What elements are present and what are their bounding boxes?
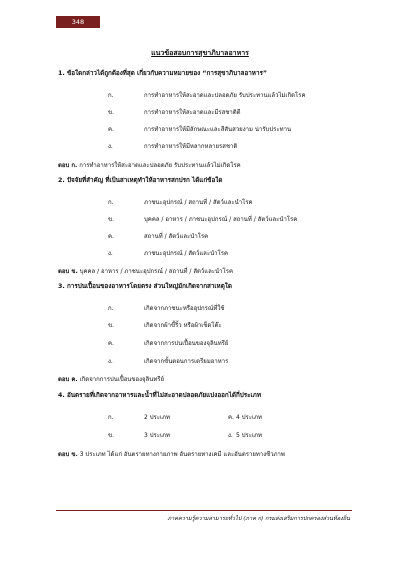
option-text: ภาชนะอุปกรณ์ / สัตว์และนำโรค xyxy=(144,250,229,257)
answer-text: การทำอาหารให้สะอาดและปลอดภัย รับประทานแล้วไม่เกิดโรค xyxy=(77,162,241,169)
question-3: 3. การปนเปื้อนของอาหารโดยตรง ส่วนใหญ่มักเกิดจากสาเหตุใด xyxy=(58,283,232,290)
question-3-option-a xyxy=(108,303,224,313)
option-letter: ง. xyxy=(228,432,233,439)
option-text: บุคคล / อาหาร / ภาชนะอุปกรณ์ / สถานที่ / สัตว์และนำโรค xyxy=(144,216,298,223)
option-letter: ค. xyxy=(108,126,114,133)
question-2-option-d xyxy=(108,248,228,258)
option-letter: ง. xyxy=(108,250,113,257)
option-letter: ก. xyxy=(108,414,114,421)
option-letter: ค. xyxy=(228,414,234,421)
option-text: 3 ประเภท xyxy=(144,432,170,439)
option-letter: ก. xyxy=(108,305,114,312)
option-text: สถานที่ / สัตว์และนำโรค xyxy=(144,233,209,240)
question-2-option-a xyxy=(108,197,253,207)
option-text: เกิดจากภาชนะหรืออุปกรณ์ที่ใช้ xyxy=(144,305,225,312)
option-text: เกิดจากการปนเปื้อนของจุลินทรีย์ xyxy=(144,340,229,347)
question-3-answer xyxy=(58,374,164,384)
question-2-option-c xyxy=(108,231,208,241)
question-3-option-c xyxy=(108,338,228,348)
option-letter: ก. xyxy=(108,199,114,206)
option-letter: ข. xyxy=(108,322,115,329)
option-letter: ง. xyxy=(108,358,113,365)
option-text: การทำอาหารให้สะอาดและมีรสชาติดี xyxy=(144,109,241,116)
answer-text: 3 ประเภท ได้แก่ อันตรายทางกายภาพ อันตรายทางเคมี และอันตรายทางชีวภาพ xyxy=(77,451,285,458)
option-letter: ง. xyxy=(108,143,113,150)
option-letter: ค. xyxy=(108,233,114,240)
option-text: ภาชนะอุปกรณ์ / สถานที่ / สัตว์และนำโรค xyxy=(144,199,253,206)
question-2: 2. ปัจจัยที่สำคัญ ที่เป็นสาเหตุทำให้อาหารสกปรก ได้แก่ข้อใด xyxy=(58,177,223,184)
question-1-option-c xyxy=(108,124,291,134)
answer-text: บุคคล / อาหาร / ภาชนะอุปกรณ์ / สถานที่ / สัตว์และนำโรค xyxy=(77,268,233,275)
question-3-option-b xyxy=(108,320,222,330)
question-1: 1. ข้อใดกล่าวได้ถูกต้องที่สุด เกี่ยวกับความหมายของ “การสุขาภิบาลอาหาร” xyxy=(58,70,267,77)
page-number-badge: 348 xyxy=(56,16,100,28)
option-letter: ค. xyxy=(108,340,114,347)
question-4-option-c xyxy=(228,412,262,422)
question-4-option-b xyxy=(108,430,170,440)
option-letter: ข. xyxy=(108,432,115,439)
option-letter: ข. xyxy=(108,216,115,223)
option-text: เกิดจากขั้นตอนการเตรียมอาหาร xyxy=(144,358,229,365)
option-text: 2 ประเภท xyxy=(144,414,170,421)
option-text: 5 ประเภท xyxy=(236,432,262,439)
answer-text: เกิดจากการปนเปื้อนของจุลินทรีย์ xyxy=(77,376,165,383)
option-text: การทำอาหารให้มีหลากหลายรสชาติ xyxy=(144,143,238,150)
page-footer: ภาคความรู้ความสามารถทั่วไป (ภาค ก) กรมส่งเสริมการปกครองส่วนท้องถิ่น xyxy=(167,516,350,522)
answer-label: ตอบ ข. xyxy=(58,451,78,458)
page-title: แนวข้อสอบการสุขาภิบาลอาหาร xyxy=(151,49,249,57)
question-4: 4. อันตรายที่เกิดจากอาหารและน้ำที่ไม่สะอาดปลอดภัยแบ่งออกได้กี่ประเภท xyxy=(58,392,261,399)
option-text: การทำอาหารให้มีลักษณะและสีสันสวยงาม น่ารับประทาน xyxy=(144,126,292,133)
footer-divider xyxy=(56,510,352,511)
option-letter: ข. xyxy=(108,109,115,116)
question-4-answer xyxy=(58,449,285,459)
question-2-answer xyxy=(58,266,233,276)
option-text: เกิดจากผ้าขี้ริ้ว หรือผ้าเช็ดโต๊ะ xyxy=(144,322,222,329)
question-4-option-d xyxy=(228,430,262,440)
question-4-option-a xyxy=(108,412,170,422)
option-letter: ก. xyxy=(108,92,114,99)
answer-label: ตอบ ข. xyxy=(58,268,78,275)
option-text: 4 ประเภท xyxy=(236,414,262,421)
answer-label: ตอบ ค. xyxy=(58,376,78,383)
answer-label: ตอบ ก. xyxy=(58,162,78,169)
question-2-option-b xyxy=(108,214,297,224)
question-1-option-a xyxy=(108,90,305,100)
question-1-option-b xyxy=(108,107,241,117)
question-1-answer xyxy=(58,160,241,170)
question-3-option-d xyxy=(108,356,228,366)
option-text: การทำอาหารให้สะอาดและปลอดภัย รับประทานแล้วไม่เกิดโรค xyxy=(144,92,306,99)
question-1-option-d xyxy=(108,141,237,151)
